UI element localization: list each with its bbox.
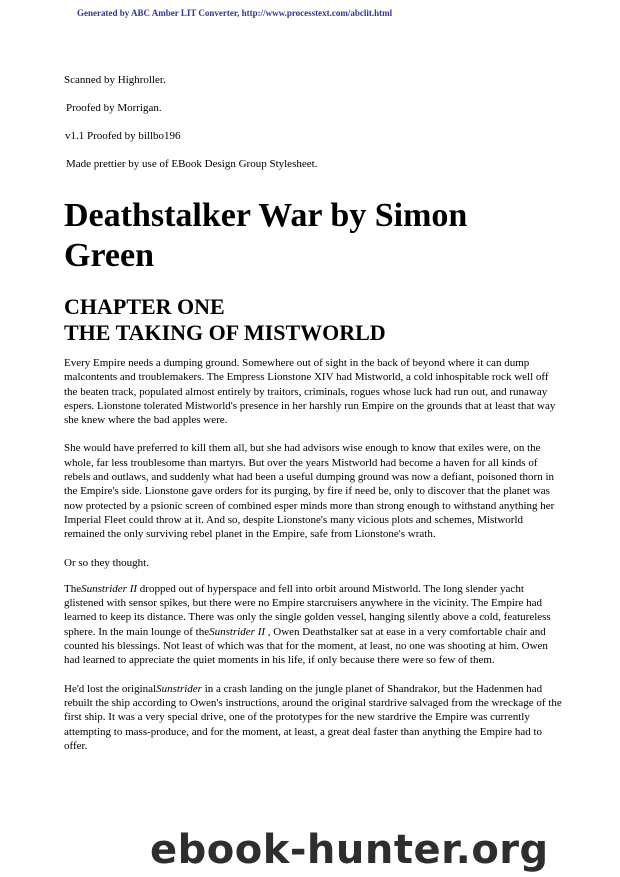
chapter-heading [64,294,564,346]
paragraph-text: The [64,582,82,595]
paragraph: She would have preferred to kill them all, but she had advisors wise enough to know that exiles were, on the whole, far less troublesome than martyrs. But over the years Mistworld had become a haven for all kinds of rebels and outlaws, and suddenly what had been a useful dumping ground was now a defiant, poisoned thorn in the Empire's side. Lionstone gave orders for its purging, by fire if need be, only to discover that the planet was now protected by a psionic screen of combined esper minds more than strong enough to withstand anything her Imperial Fleet could throw at it. And so, despite Lionstone's many vicious plots and schemes, Mistworld remained the only surviving rebel planet in the Empire, safe from Lionstone's wrath. [64,442,555,541]
paragraph-text: in a crash landing on the jungle planet of Shandrakor, but the Hadenmen had rebuilt the ship according to Owen's instructions, around the original stardrive salvaged from the wreckage of the first ship. It was a very special drive, one of the prototypes for the new stardrive the Empire was currently attempting to mass-produce, and for the moment, at least, a great deal faster than anything the Empire had to offer. [64,682,562,752]
credit-stylesheet: Made prettier by use of EBook Design Group Stylesheet. [66,158,318,170]
generator-link[interactable]: Generated by ABC Amber LIT Converter, http://www.processtext.com/abclit.html [77,8,393,18]
paragraph-text: dropped out of hyperspace and fell into orbit around Mistworld. The long slender yacht glistened with sensor spikes, but there were no Empire starcruisers anywhere in the vicinity. The Empire had learned to keep its distance. There was only the single golden vessel, hanging silently above a cold, featureless sphere. In the main lounge of the [64,582,551,638]
credit-proofed-1: Proofed by Morrigan. [66,102,162,114]
credit-proofed-2: v1.1 Proofed by billbo196 [65,130,181,142]
ship-name: Sunstrider II [209,625,266,638]
chapter-body [64,356,564,767]
ship-name: Sunstrider II [81,582,138,595]
chapter-number: CHAPTER ONE [64,294,225,319]
paragraph: Every Empire needs a dumping ground. Somewhere out of sight in the back of beyond where it can dump malcontents and troublemakers. The Empress Lionstone XIV had Mistworld, a cold inhospitable rock well off the beaten track, populated almost entirely by traitors, criminals, rogues whose luck had run out, and runaway espers. Lionstone tolerated Mistworld's presence in her harshly run Empire on the grounds that at least that way she knew where the bad apples were. [64,357,556,427]
paragraph [64,682,564,753]
book-title: Deathstalker War by Simon Green [64,197,468,274]
credits-block [64,74,317,186]
paragraph: Or so they thought. [64,556,149,569]
paragraph-text: , Owen Deathstalker sat at ease in a very comfortable chair and counted his blessings. Not least of which was that for the moment, at least, no one was shooting at him. Owen had learned to appreciate the quiet moments in his life, if only because there were so few of them. [64,625,548,667]
chapter-title: THE TAKING OF MISTWORLD [64,320,386,345]
credit-scanned: Scanned by Highroller. [64,74,166,86]
ship-name: Sunstrider [156,682,202,695]
paragraph-text: He'd lost the original [64,682,157,695]
watermark: ebook-hunter.org [150,827,549,873]
paragraph [64,582,564,668]
